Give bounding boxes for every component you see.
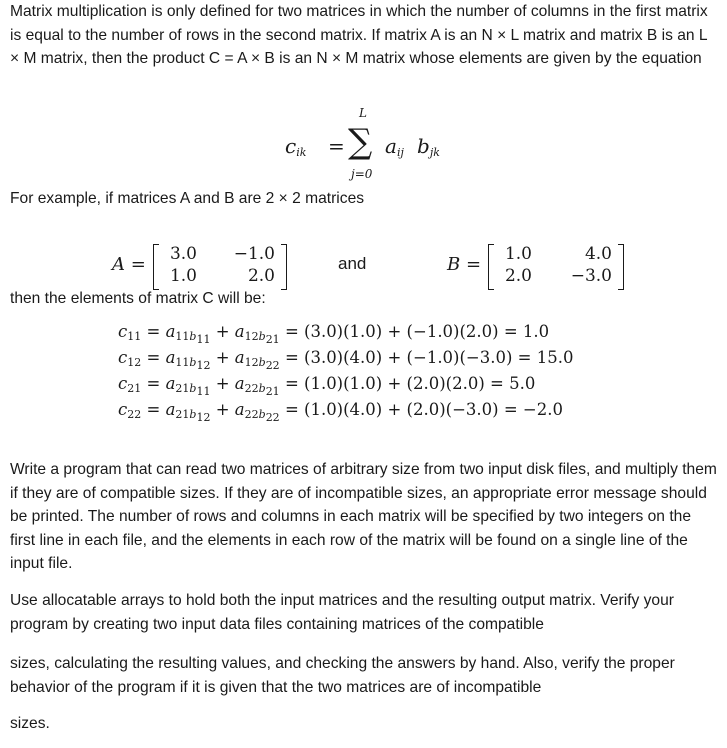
matrix-b-label: B = — [447, 254, 482, 275]
task-paragraph: Write a program that can read two matrices of arbitrary size from two input disk files, and multiply them if they are of compatible sizes. If they are of incompatible sizes, an appropriate error message should be printed. The number of rows and columns in each matrix will be specified by two integers on the first line in each file, and the elements in each row of the matrix will be found on a single line of the input file. — [10, 461, 717, 573]
matrix-a-cell: −1.0 — [233, 244, 275, 264]
allocatable-paragraph: Use allocatable arrays to hold both the input matrices and the resulting output matrix. Verify your program by creating two input data files containing matrices of the compatible — [10, 592, 674, 633]
summation-equation — [285, 104, 485, 184]
intro-paragraph: Matrix multiplication is only defined for two matrices in which the number of columns in the first matrix is equal to the number of rows in the second matrix. If matrix A is an N × L matrix and matrix B is an L × M matrix, then the product C = A × B is an N × M matrix whose elements are given by the equation — [10, 3, 708, 68]
equation-row: $c_{11} = a_{11b_{11}} + a_{12b_{21}} = (3.0)(1.0) + (-1.0)(2.0) = 1.0$ — [118, 322, 550, 346]
matrix-b — [488, 244, 624, 290]
then-paragraph: then the elements of matrix C will be: — [10, 290, 266, 307]
matrix-b-cell: 1.0 — [504, 244, 532, 264]
example-paragraph: For example, if matrices A and B are 2 × 2 matrices — [10, 190, 365, 207]
eq-term-a: $a_{ij}$ — [385, 134, 404, 159]
equation-row: $c_{22} = a_{21b_{12}} + a_{22b_{22}} = (1.0)(4.0) + (2.0)(-3.0) = -2.0$ — [118, 400, 563, 424]
and-text: and — [338, 254, 367, 273]
sum-lower-limit: j=0 — [351, 167, 373, 181]
matrix-a-cell: 1.0 — [169, 266, 197, 286]
eq-term-b: $b_{jk}$ — [417, 134, 440, 159]
matrix-a-label: A = — [112, 254, 146, 275]
matrix-a-cell: 3.0 — [169, 244, 197, 264]
sigma-symbol: ∑ — [348, 122, 373, 162]
verify-paragraph: sizes, calculating the resulting values, and checking the answers by hand. Also, verify the proper behavior of the program if it is given that the two matrices are of incompatible — [10, 655, 675, 696]
eq-equals: = — [328, 134, 345, 158]
matrix-b-cell: −3.0 — [570, 266, 612, 286]
sizes-paragraph: sizes. — [10, 715, 50, 732]
matrix-a-cell: 2.0 — [247, 266, 275, 286]
matrix-a — [153, 244, 287, 290]
eq-lhs: $c_{ik}$ — [285, 134, 307, 159]
sum-upper-limit: L — [359, 106, 367, 120]
equation-row: $c_{21} = a_{21b_{11}} + a_{22b_{21}} = (1.0)(1.0) + (2.0)(2.0) = 5.0$ — [118, 374, 536, 398]
matrix-b-cell: 2.0 — [504, 266, 532, 286]
equation-row: $c_{12} = a_{11b_{12}} + a_{12b_{22}} = (3.0)(4.0) + (-1.0)(-3.0) = 15.0$ — [118, 348, 574, 372]
matrix-b-cell: 4.0 — [584, 244, 612, 264]
